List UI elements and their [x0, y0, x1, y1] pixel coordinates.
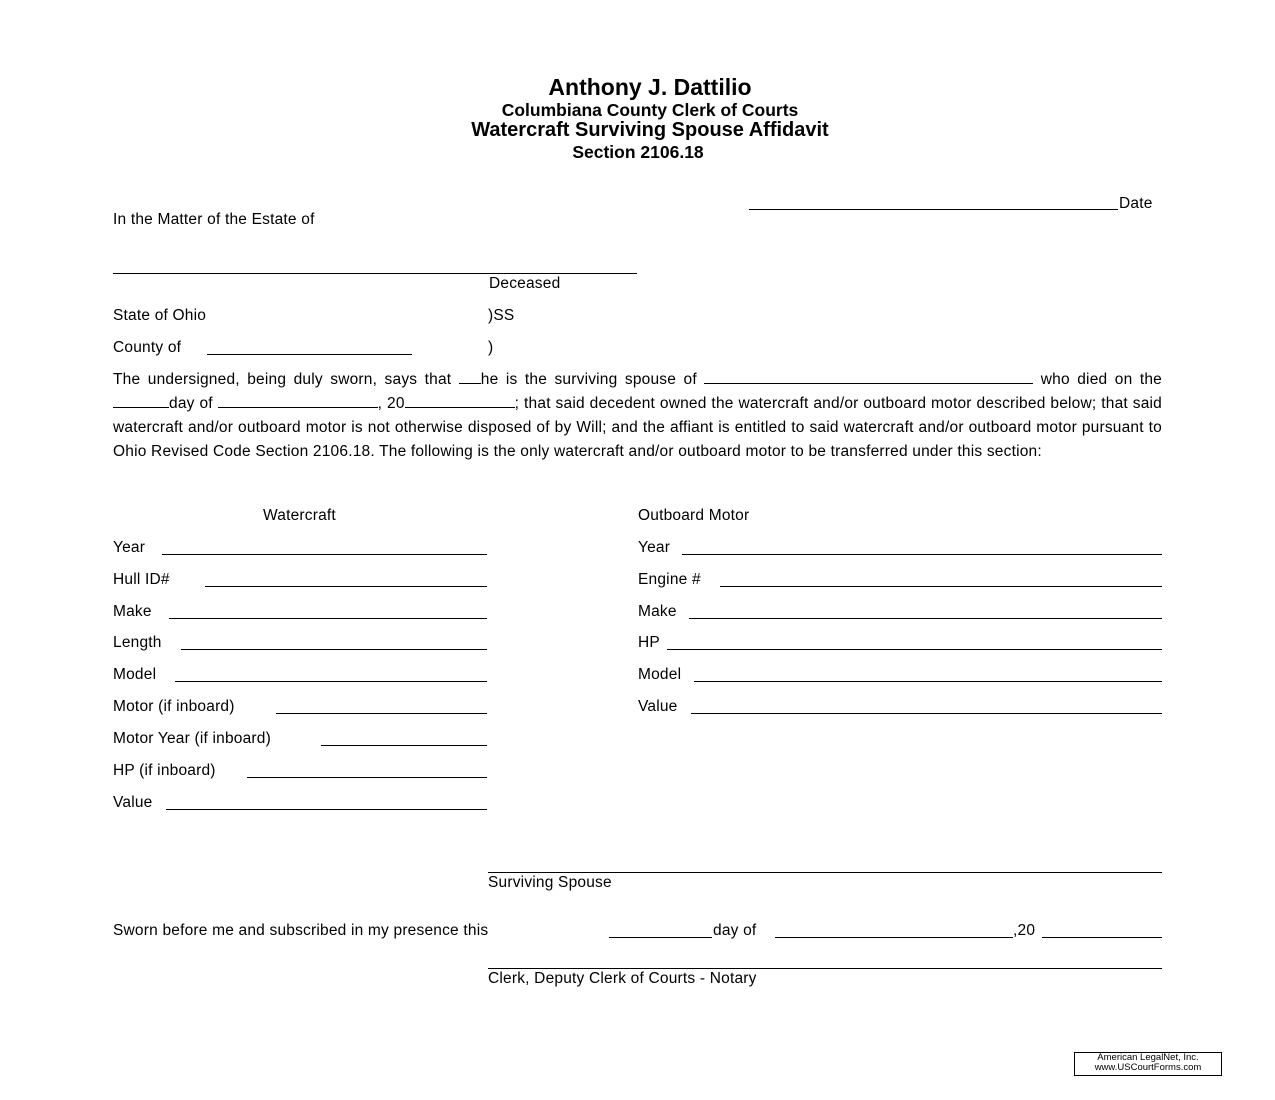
- sworn-day-line[interactable]: [609, 937, 712, 938]
- sworn-day-of: day of: [713, 922, 757, 939]
- sworn-year-line[interactable]: [1042, 937, 1162, 938]
- wc-motor-line[interactable]: [276, 713, 487, 714]
- wc-model-line[interactable]: [175, 681, 487, 682]
- clerk-name: Anthony J. Dattilio: [548, 74, 752, 100]
- para-part-1: The undersigned, being duly sworn, says that: [113, 371, 452, 388]
- wc-value-line[interactable]: [166, 809, 487, 810]
- om-year-line[interactable]: [682, 554, 1162, 555]
- county-paren: ): [488, 339, 494, 356]
- county-label: County of: [113, 339, 182, 356]
- death-day-blank[interactable]: [113, 394, 169, 408]
- om-model-label: Model: [638, 666, 682, 683]
- footer-company: American LegalNet, Inc.: [1097, 1052, 1199, 1063]
- sworn-text: Sworn before me and subscribed in my presence this: [113, 922, 489, 939]
- om-value-label: Value: [638, 698, 678, 715]
- form-section: Section 2106.18: [572, 142, 704, 162]
- wc-motor-year-label: Motor Year (if inboard): [113, 730, 271, 747]
- sworn-month-line[interactable]: [775, 937, 1013, 938]
- para-part-5: , 20: [377, 395, 405, 412]
- spouse-label: Surviving Spouse: [488, 874, 612, 891]
- om-hp-line[interactable]: [667, 649, 1162, 650]
- wc-hp-line[interactable]: [247, 777, 487, 778]
- wc-motor-label: Motor (if inboard): [113, 698, 235, 715]
- wc-length-line[interactable]: [181, 649, 487, 650]
- clerk-label: Clerk, Deputy Clerk of Courts - Notary: [488, 970, 757, 987]
- wc-make-label: Make: [113, 603, 152, 620]
- pronoun-blank[interactable]: [459, 370, 481, 384]
- wc-hp-label: HP (if inboard): [113, 762, 216, 779]
- om-year-label: Year: [638, 539, 671, 556]
- para-part-6: ; that said decedent owned the watercraft and/or outboard motor described below; that said watercraft and/or outboard motor is not otherwise disposed of by Will; and the affiant is entitled to said watercraft and/or outboard motor pursuant to Ohio Revised Code Section 2106.18. The following is the only watercraft and/or outboard motor to be transferred under this section:: [113, 395, 1162, 460]
- para-part-3: who died on the: [1040, 371, 1163, 388]
- affidavit-paragraph: [113, 368, 1162, 464]
- clerk-signature-line[interactable]: [488, 968, 1162, 969]
- estate-matter-label: In the Matter of the Estate of: [113, 211, 315, 228]
- date-label: Date: [1119, 195, 1153, 212]
- county-line[interactable]: [207, 354, 412, 355]
- death-year-blank[interactable]: [405, 394, 515, 408]
- wc-hull-label: Hull ID#: [113, 571, 170, 588]
- wc-length-label: Length: [113, 634, 162, 651]
- form-title: Watercraft Surviving Spouse Affidavit: [471, 119, 829, 141]
- spouse-signature-line[interactable]: [488, 872, 1162, 873]
- om-make-line[interactable]: [689, 618, 1162, 619]
- om-engine-line[interactable]: [720, 586, 1162, 587]
- wc-year-line[interactable]: [162, 554, 487, 555]
- om-value-line[interactable]: [691, 713, 1162, 714]
- outboard-heading: Outboard Motor: [638, 507, 750, 524]
- wc-motor-year-line[interactable]: [321, 745, 487, 746]
- state-label: State of Ohio: [113, 307, 207, 324]
- wc-make-line[interactable]: [169, 618, 487, 619]
- wc-value-label: Value: [113, 794, 153, 811]
- para-part-2: he is the surviving spouse of: [480, 371, 697, 388]
- wc-year-label: Year: [113, 539, 146, 556]
- footer-stamp: [1074, 1052, 1222, 1076]
- om-hp-label: HP: [638, 634, 660, 651]
- om-make-label: Make: [638, 603, 677, 620]
- watercraft-heading: Watercraft: [263, 507, 336, 524]
- wc-model-label: Model: [113, 666, 157, 683]
- date-line[interactable]: [749, 209, 1118, 210]
- death-month-blank[interactable]: [218, 394, 378, 408]
- ss-label: )SS: [488, 307, 515, 324]
- para-part-4: day of: [169, 395, 213, 412]
- decedent-name-blank[interactable]: [704, 370, 1033, 384]
- om-model-line[interactable]: [694, 681, 1162, 682]
- sworn-twenty: ,20: [1013, 922, 1036, 939]
- deceased-label: Deceased: [489, 275, 561, 292]
- footer-url[interactable]: www.USCourtForms.com: [1094, 1062, 1202, 1073]
- om-engine-label: Engine #: [638, 571, 701, 588]
- deceased-name-line[interactable]: [113, 273, 637, 274]
- office-name: Columbiana County Clerk of Courts: [501, 100, 799, 120]
- wc-hull-line[interactable]: [205, 586, 487, 587]
